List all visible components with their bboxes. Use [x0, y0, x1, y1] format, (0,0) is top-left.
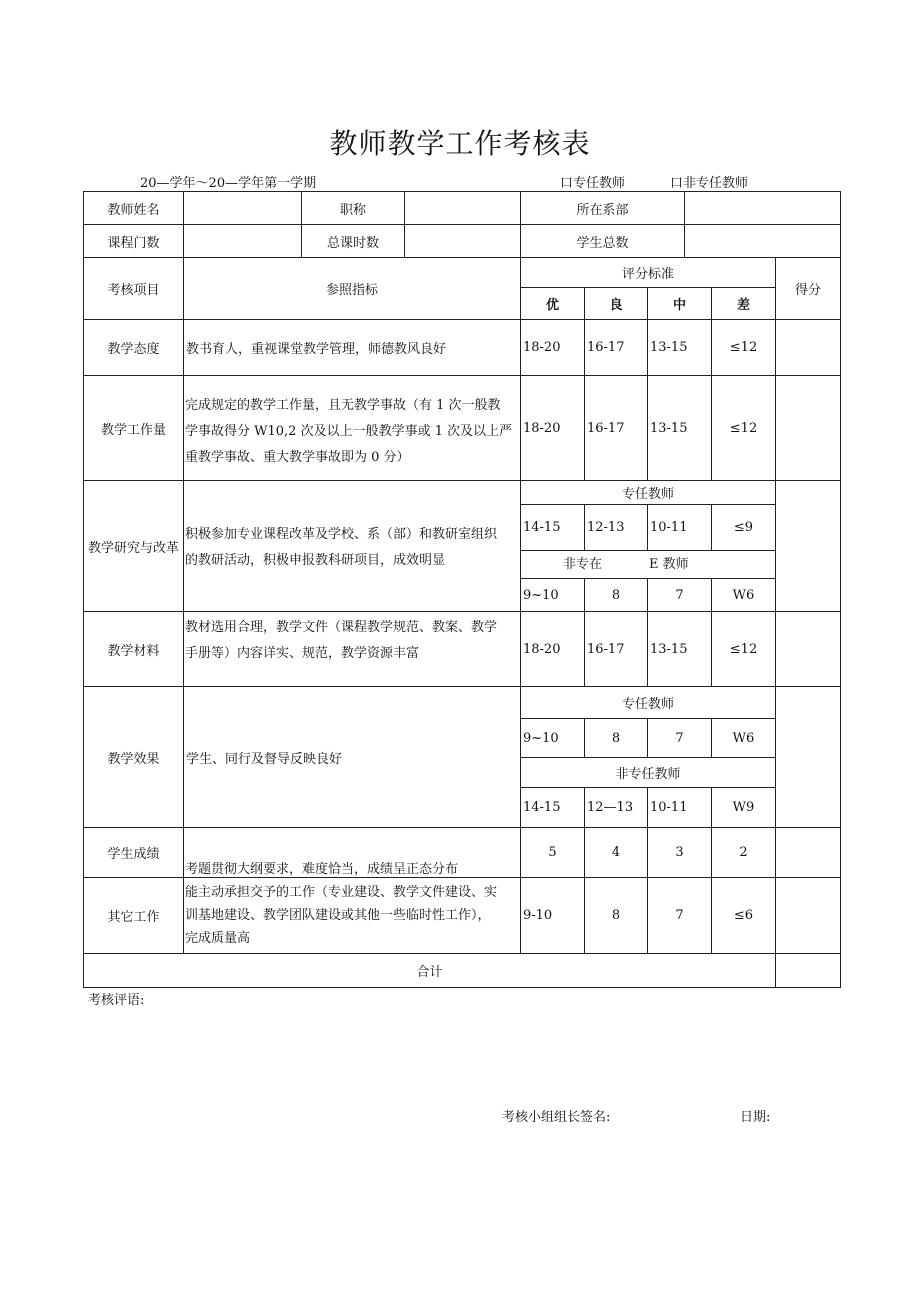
- job-title-field[interactable]: [405, 192, 520, 224]
- research-ft-grade-excellent: 14-15: [523, 520, 561, 535]
- workload-indicator-line2: 学事故得分 W10,2 次及以上一般教学事或 1 次及以上严: [185, 424, 513, 439]
- research-indicator-line1: 积极参加专业课程改革及学校、系（部）和教研室组织: [185, 527, 498, 542]
- grade-good: 良: [609, 298, 623, 313]
- teacher-name-field[interactable]: [184, 192, 301, 224]
- materials-grade-good: 16-17: [587, 641, 625, 657]
- research-pt-grade-medium: 7: [675, 587, 684, 603]
- workload-indicator-line1: 完成规定的教学工作量，且无教学事故（有 1 次一般教: [185, 398, 501, 413]
- teacher-name-label: 教师姓名: [107, 202, 160, 218]
- effect-pt-grade-good: 12—13: [587, 800, 634, 815]
- part-time-teacher-option[interactable]: 口非专任教师: [670, 176, 749, 191]
- research-pt-grade-excellent: 9~10: [523, 587, 559, 603]
- results-item: 学生成绩: [107, 847, 160, 862]
- total-hours-label: 总课时数: [326, 235, 379, 251]
- effect-full-time-label: 专任教师: [621, 697, 674, 712]
- grade-poor: 差: [736, 298, 750, 313]
- results-grade-medium: 3: [675, 845, 684, 860]
- score-header: 得分: [794, 283, 821, 298]
- attitude-indicator: 教书育人，重视课堂教学管理，师德教风良好: [186, 342, 447, 357]
- research-indicator: [185, 522, 521, 574]
- results-score-field[interactable]: [776, 828, 840, 877]
- materials-grade-excellent: 18-20: [523, 641, 561, 657]
- other-grade-poor: ≤6: [733, 908, 754, 923]
- results-grade-poor: 2: [739, 845, 748, 860]
- results-grade-excellent: 5: [548, 845, 557, 860]
- course-count-field[interactable]: [184, 225, 301, 257]
- workload-score-field[interactable]: [776, 376, 840, 480]
- research-ft-grade-medium: 10-11: [650, 520, 688, 535]
- research-part-time-label-a: 非专在: [563, 557, 603, 572]
- workload-indicator-line3: 重教学事故、重大教学事故即为 0 分）: [185, 450, 410, 465]
- full-time-teacher-option[interactable]: 口专任教师: [560, 176, 626, 191]
- effect-pt-grade-excellent: 14-15: [523, 800, 561, 815]
- results-indicator: 考题贯彻大纲要求，难度恰当，成绩呈正态分布: [185, 862, 459, 877]
- effect-pt-grade-poor: W9: [732, 800, 755, 815]
- research-pt-grade-poor: W6: [732, 587, 755, 603]
- effect-ft-grade-good: 8: [611, 730, 621, 746]
- department-field[interactable]: [685, 192, 840, 224]
- workload-grade-poor: ≤12: [729, 420, 758, 436]
- date-label: 日期:: [740, 1110, 771, 1125]
- other-indicator-line3: 完成质量高: [185, 931, 251, 946]
- total-label: 合计: [416, 965, 443, 980]
- attitude-score-field[interactable]: [776, 320, 840, 375]
- student-total-field[interactable]: [685, 225, 840, 257]
- effect-pt-grade-medium: 10-11: [650, 800, 688, 815]
- materials-indicator: [185, 615, 521, 667]
- effect-score-field[interactable]: [776, 687, 840, 827]
- attitude-item: 教学态度: [107, 342, 160, 357]
- signature-label: 考核小组组长签名:: [502, 1110, 611, 1125]
- other-indicator-line2: 训基地建设、教学团队建设或其他一些临时性工作），: [185, 908, 491, 923]
- attitude-grade-good: 16-17: [587, 340, 625, 355]
- job-title-label: 职称: [339, 202, 366, 218]
- research-ft-grade-poor: ≤9: [733, 520, 754, 535]
- course-count-label: 课程门数: [107, 235, 160, 251]
- department-label: 所在系部: [576, 202, 629, 218]
- term-line: 20—学年～20—学年第一学期: [140, 176, 317, 191]
- attitude-grade-poor: ≤12: [729, 340, 758, 355]
- total-hours-field[interactable]: [405, 225, 520, 257]
- other-item: 其它工作: [107, 910, 160, 925]
- workload-grade-excellent: 18-20: [523, 420, 561, 436]
- assessment-item-header: 考核项目: [107, 283, 160, 298]
- materials-grade-medium: 13-15: [650, 641, 688, 657]
- workload-indicator: [185, 393, 521, 471]
- materials-item: 教学材料: [107, 643, 160, 659]
- scoring-standard-header: 评分标准: [621, 267, 674, 282]
- attitude-grade-medium: 13-15: [650, 340, 688, 355]
- materials-indicator-line1: 教材选用合理，教学文件（课程教学规范、教案、教学: [185, 620, 498, 635]
- materials-indicator-line2: 手册等）内容详实、规范，教学资源丰富: [185, 646, 420, 661]
- other-indicator-line1: 能主动承担交予的工作（专业建设、教学文件建设、实: [185, 885, 498, 900]
- effect-ft-grade-poor: W6: [732, 730, 755, 746]
- workload-grade-good: 16-17: [587, 420, 625, 436]
- workload-grade-medium: 13-15: [650, 420, 688, 436]
- research-item: 教学研究与改革: [87, 540, 179, 556]
- effect-ft-grade-excellent: 9~10: [523, 730, 559, 746]
- other-indicator: [185, 881, 521, 950]
- materials-grade-poor: ≤12: [729, 641, 758, 657]
- other-grade-good: 8: [611, 908, 621, 923]
- research-indicator-line2: 的教研活动，积极申报教科研项目，成效明显: [185, 553, 446, 568]
- total-score-field[interactable]: [776, 954, 840, 987]
- student-total-label: 学生总数: [576, 235, 629, 251]
- materials-score-field[interactable]: [776, 612, 840, 686]
- other-grade-medium: 7: [675, 908, 684, 923]
- reference-indicator-header: 参照指标: [325, 283, 378, 298]
- workload-item: 教学工作量: [100, 422, 166, 438]
- effect-part-time-label: 非专任教师: [615, 767, 681, 782]
- other-score-field[interactable]: [776, 878, 840, 953]
- grade-excellent: 优: [545, 298, 559, 313]
- effect-ft-grade-medium: 7: [675, 730, 684, 746]
- comment-label: 考核评语:: [88, 993, 145, 1008]
- research-part-time-label-b: E 教师: [649, 557, 689, 572]
- grade-medium: 中: [672, 298, 686, 313]
- attitude-grade-excellent: 18-20: [523, 340, 561, 355]
- page-title: 教师教学工作考核表: [329, 127, 591, 160]
- results-grade-good: 4: [611, 845, 621, 860]
- research-pt-grade-good: 8: [611, 587, 621, 603]
- effect-indicator: 学生、同行及督导反映良好: [186, 751, 343, 767]
- effect-item: 教学效果: [107, 751, 160, 767]
- other-grade-excellent: 9-10: [523, 908, 553, 923]
- research-full-time-label: 专任教师: [621, 487, 674, 502]
- research-score-field[interactable]: [776, 481, 840, 611]
- research-ft-grade-good: 12-13: [587, 520, 625, 535]
